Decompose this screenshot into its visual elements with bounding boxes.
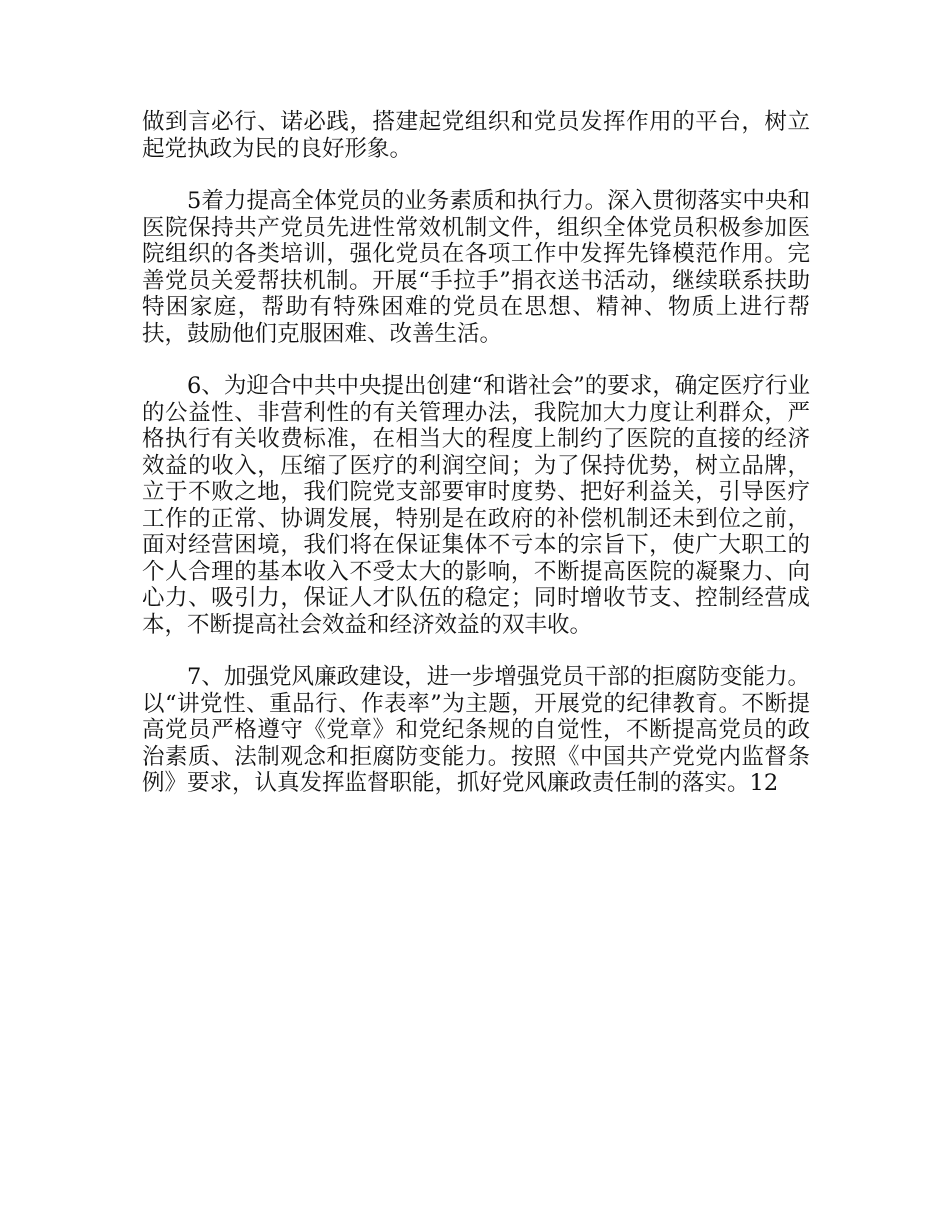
paragraph-continuation: 做到言必行、诺必践，搭建起党组织和党员发挥作用的平台，树立起党执政为民的良好形象。	[142, 109, 810, 162]
document-body	[142, 109, 810, 823]
paragraph-item-5: 5着力提高全体党员的业务素质和执行力。深入贯彻落实中央和医院保持共产党员先进性常效机制文件，组织全体党员积极参加医院组织的各类培训，强化党员在各项工作中发挥先锋模范作用。完善党员关爱帮扶机制。开展“手拉手”捐衣送书活动，继续联系扶助特困家庭，帮助有特殊困难的党员在思想、精神、物质上进行帮扶，鼓励他们克服困难、改善生活。	[142, 188, 810, 347]
paragraph-item-6: 6、为迎合中共中央提出创建“和谐社会”的要求，确定医疗行业的公益性、非营利性的有关管理办法，我院加大力度让利群众，严格执行有关收费标准，在相当大的程度上制约了医院的直接的经济效益的收入，压缩了医疗的利润空间；为了保持优势，树立品牌，立于不败之地，我们院党支部要审时度势、把好利益关，引导医疗工作的正常、协调发展，特别是在政府的补偿机制还未到位之前，面对经营困境，我们将在保证集体不亏本的宗旨下，使广大职工的个人合理的基本收入不受太大的影响，不断提高医院的凝聚力、向心力、吸引力，保证人才队伍的稳定；同时增收节支、控制经营成本，不断提高社会效益和经济效益的双丰收。	[142, 373, 810, 638]
paragraph-item-7: 7、加强党风廉政建设，进一步增强党员干部的拒腐防变能力。以“讲党性、重品行、作表率”为主题，开展党的纪律教育。不断提高党员严格遵守《党章》和党纪条规的自觉性，不断提高党员的政治素质、法制观念和拒腐防变能力。按照《中国共产党党内监督条例》要求，认真发挥监督职能，抓好党风廉政责任制的落实。12	[142, 664, 810, 796]
